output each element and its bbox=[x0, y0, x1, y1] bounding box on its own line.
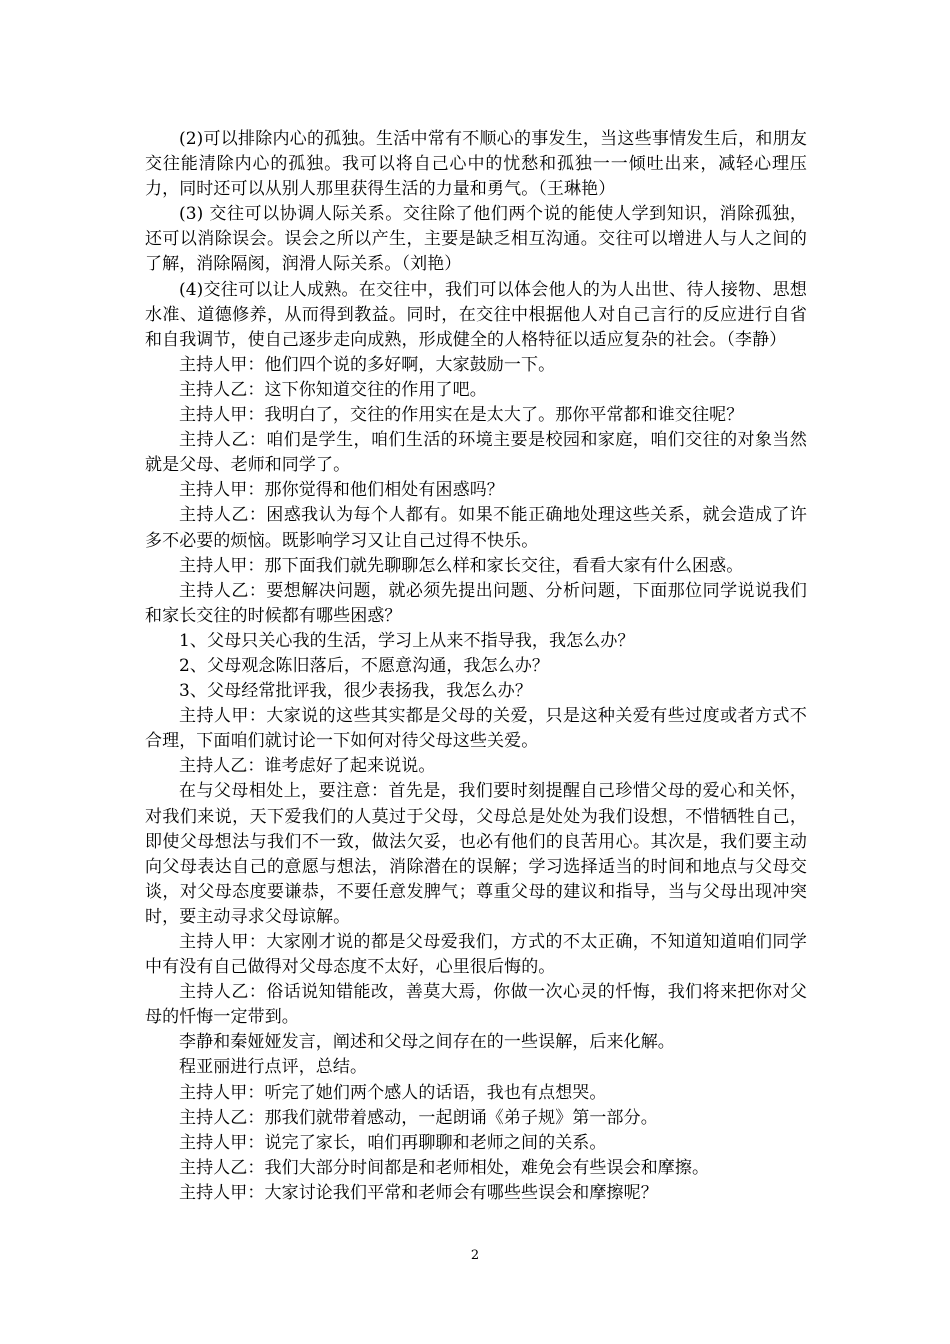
paragraph-2: (3) 交往可以协调人际关系。交往除了他们两个说的能使人学到知识，消除孤独，还可以消除误会。误会之所以产生，主要是缺乏相互沟通。交往可以增进人与人之间的了解，消除隔阂，润滑人际关系。（刘艳） bbox=[145, 204, 807, 275]
paragraph-1: (2)可以排除内心的孤独。生活中常有不顺心的事发生，当这些事情发生后，和朋友交往能清除内心的孤独。我可以将自己心中的忧愁和孤独一一倾吐出来，减轻心理压力，同时还可以从别人那里获得生活的力量和勇气。（王琳艳） bbox=[145, 129, 807, 200]
paragraph-24: 主持人甲：说完了家长，咱们再聊聊和老师之间的关系。 bbox=[179, 1132, 607, 1153]
paragraph-23: 主持人乙：那我们就带着感动，一起朗诵《弟子规》第一部分。 bbox=[179, 1107, 658, 1128]
paragraph-21: 程亚丽进行点评，总结。 bbox=[179, 1057, 368, 1078]
paragraph-4: 主持人甲：他们四个说的多好啊，大家鼓励一下。 bbox=[179, 354, 556, 375]
paragraph-22: 主持人甲：听完了她们两个感人的话语，我也有点想哭。 bbox=[179, 1082, 607, 1103]
paragraph-7: 主持人乙：咱们是学生，咱们生活的环境主要是校园和家庭，咱们交往的对象当然就是父母、老师和同学了。 bbox=[145, 430, 807, 476]
paragraph-25: 主持人乙：我们大部分时间都是和老师相处，难免会有些误会和摩擦。 bbox=[179, 1157, 710, 1178]
paragraph-11: 主持人乙：要想解决问题，就必须先提出问题、分析问题，下面那位同学说说我们和家长交往的时候都有哪些困惑？ bbox=[145, 580, 807, 626]
paragraph-3: (4)交往可以让人成熟。在交往中，我们可以体会他人的为人出世、待人接物、思想水准、道德修养，从而得到教益。同时，在交往中根据他人对自己言行的反应进行自省和自我调节，使自己逐步走向成熟，形成健全的人格特征以适应复杂的社会。（李静） bbox=[145, 279, 807, 350]
list-item-1: 1、父母只关心我的生活，学习上从来不指导我，我怎么办？ bbox=[179, 630, 635, 651]
paragraph-9: 主持人乙：困惑我认为每个人都有。如果不能正确地处理这些关系，就会造成了许多不必要的烦恼。既影响学习又让自己过得不快乐。 bbox=[145, 505, 807, 551]
paragraph-19: 主持人乙：俗话说知错能改，善莫大焉，你做一次心灵的忏悔，我们将来把你对父母的忏悔一定带到。 bbox=[145, 982, 807, 1028]
document-body bbox=[145, 127, 807, 1206]
paragraph-5: 主持人乙：这下你知道交往的作用了吧。 bbox=[179, 379, 487, 400]
paragraph-8: 主持人甲：那你觉得和他们相处有困惑吗？ bbox=[179, 480, 504, 501]
paragraph-17: 在与父母相处上，要注意：首先是，我们要时刻提醒自己珍惜父母的爱心和关怀，对我们来说，天下爱我们的人莫过于父母，父母总是处处为我们设想，不惜牺牲自己，即使父母想法与我们不一致，做法欠妥，也必有他们的良苦用心。其次是，我们要主动向父母表达自己的意愿与想法，消除潜在的误解；学习选择适当的时间和地点与父母交谈，对父母态度要谦恭，不要任意发脾气；尊重父母的建议和指导，当与父母出现冲突时，要主动寻求父母谅解。 bbox=[145, 781, 807, 927]
paragraph-16: 主持人乙：谁考虑好了起来说说。 bbox=[179, 756, 436, 777]
paragraph-6: 主持人甲：我明白了，交往的作用实在是太大了。那你平常都和谁交往呢？ bbox=[179, 405, 744, 426]
paragraph-20: 李静和秦娅娅发言，阐述和父母之间存在的一些误解，后来化解。 bbox=[179, 1032, 675, 1053]
paragraph-26: 主持人甲：大家讨论我们平常和老师会有哪些些误会和摩擦呢？ bbox=[179, 1182, 658, 1203]
list-item-3: 3、父母经常批评我，很少表扬我，我怎么办？ bbox=[179, 681, 532, 702]
paragraph-10: 主持人甲：那下面我们就先聊聊怎么样和家长交往，看看大家有什么困惑。 bbox=[179, 555, 744, 576]
paragraph-15: 主持人甲：大家说的这些其实都是父母的关爱，只是这种关爱有些过度或者方式不合理，下面咱们就讨论一下如何对待父母这些关爱。 bbox=[145, 706, 807, 752]
paragraph-18: 主持人甲：大家刚才说的都是父母爱我们，方式的不太正确，不知道知道咱们同学中有没有自己做得对父母态度不太好，心里很后悔的。 bbox=[145, 932, 807, 978]
list-item-2: 2、父母观念陈旧落后，不愿意沟通，我怎么办？ bbox=[179, 655, 550, 676]
page-number: 2 bbox=[470, 1248, 480, 1263]
